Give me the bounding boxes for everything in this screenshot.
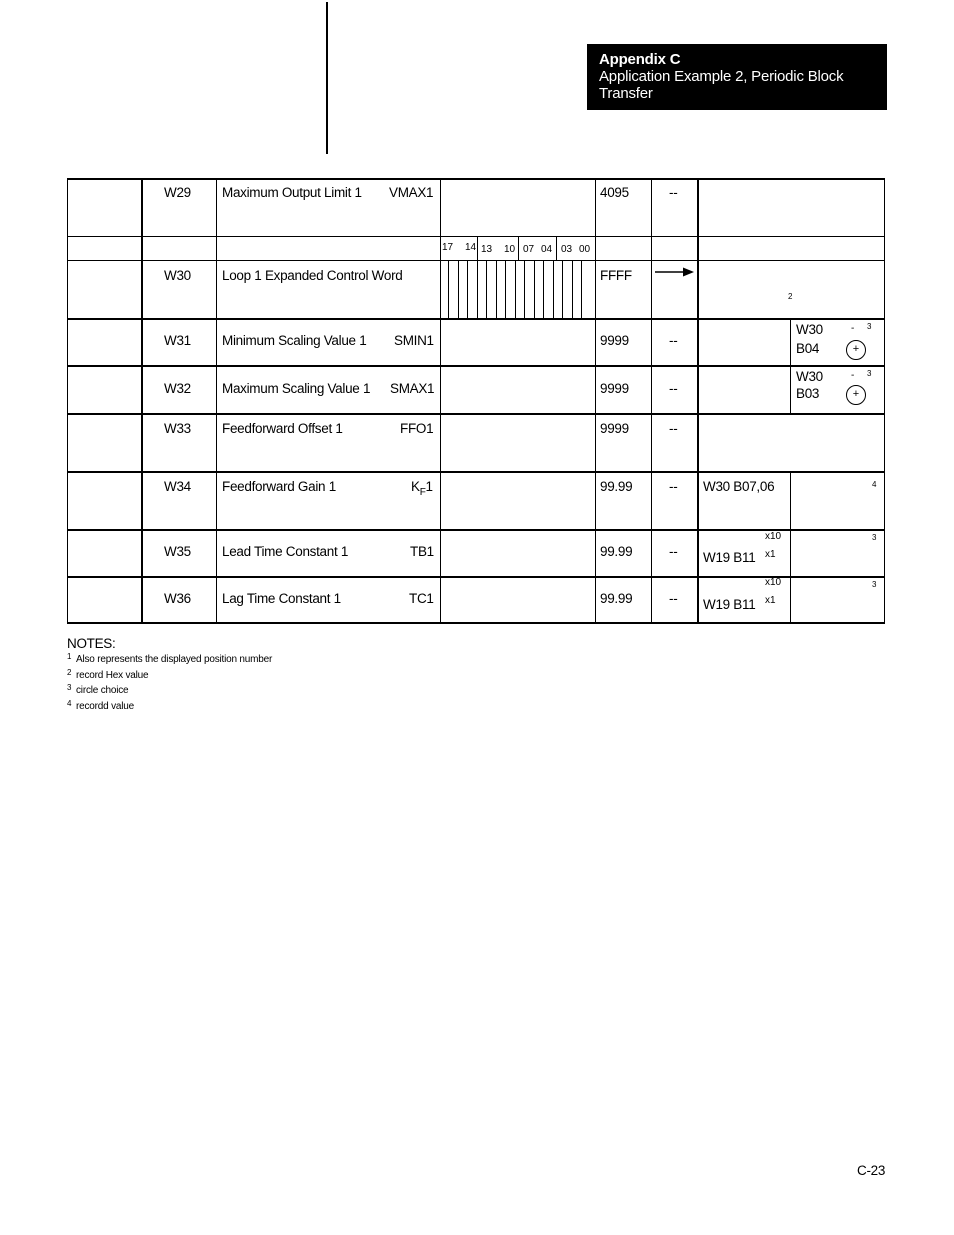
- appendix-subtitle-line2: Transfer: [599, 85, 653, 102]
- note-item: [67, 668, 272, 684]
- bit-group-divider: [556, 236, 557, 260]
- appendix-subtitle-line1: Application Example 2, Periodic Block: [599, 68, 844, 85]
- col-divider: [697, 178, 699, 624]
- bit-label-00: 00: [579, 244, 591, 255]
- mnemonic-w33: FFO1: [400, 421, 434, 436]
- bit-group-divider: [518, 236, 519, 260]
- table-bottom-border: [67, 622, 885, 624]
- word-w34: W34: [164, 479, 191, 494]
- desc-w32: Maximum Scaling Value 1: [222, 381, 371, 396]
- note-item: [67, 652, 272, 668]
- dash-w31: --: [669, 333, 678, 348]
- row-divider: [67, 365, 885, 367]
- mnemonic-w32: SMAX1: [390, 381, 435, 396]
- sign-minus-w32: -: [851, 370, 855, 381]
- mnemonic-w34-sub: F: [419, 487, 426, 498]
- col-divider: [440, 178, 441, 624]
- data-table: [67, 178, 885, 624]
- note-number: 3: [67, 683, 72, 692]
- bit-cell-line: [467, 260, 468, 318]
- bit-group-divider: [477, 236, 478, 260]
- footnote-3-w32: 3: [867, 369, 872, 378]
- desc-w34: Feedforward Gain 1: [222, 479, 336, 494]
- bit-cell-line: [534, 260, 535, 318]
- mnemonic-w36: TC1: [409, 591, 434, 606]
- footnote-4: 4: [872, 480, 877, 489]
- bit-cell-line: [543, 260, 544, 318]
- footnote-2: 2: [788, 292, 793, 301]
- word-w29: W29: [164, 185, 191, 200]
- note-text: circle choice: [76, 685, 129, 696]
- mult-x1-w36: x1: [765, 595, 776, 606]
- row-divider: [67, 413, 885, 415]
- note-text: Also represents the displayed position number: [76, 654, 273, 665]
- row-divider: [67, 260, 885, 261]
- bit-cell-line: [505, 260, 506, 318]
- mnemonic-w34-main: K: [411, 479, 420, 494]
- bit-cell-line: [524, 260, 525, 318]
- bit-label-10: 10: [504, 244, 516, 255]
- bit-cell-line: [496, 260, 497, 318]
- footnote-3-w36: 3: [872, 580, 877, 589]
- notes-section: [67, 636, 272, 714]
- desc-w30: Loop 1 Expanded Control Word: [222, 268, 403, 283]
- page-number: C-23: [857, 1163, 886, 1178]
- margin-rule: [326, 2, 328, 154]
- table-right-border: [884, 178, 885, 624]
- row-divider: [67, 576, 885, 578]
- word-w32: W32: [164, 381, 191, 396]
- bit-cell-line: [572, 260, 573, 318]
- row-divider: [67, 318, 885, 320]
- dash-w34: --: [669, 479, 678, 494]
- bit-cell-line: [477, 260, 478, 318]
- max-w31: 9999: [600, 333, 629, 348]
- ref-word-w31: W30: [796, 322, 823, 337]
- desc-w36: Lag Time Constant 1: [222, 591, 341, 606]
- bit-label-13: 13: [481, 244, 493, 255]
- desc-w29: Maximum Output Limit 1: [222, 185, 362, 200]
- word-w35: W35: [164, 544, 191, 559]
- mnemonic-w34: [411, 479, 433, 497]
- max-w36: 99.99: [600, 591, 633, 606]
- plus-circle-icon: +: [846, 340, 866, 360]
- row-divider: [67, 471, 885, 473]
- note-number: 4: [67, 698, 72, 708]
- bit-label-14: 14: [465, 242, 477, 253]
- ref-bit-w32: B03: [796, 386, 820, 401]
- note-item: [67, 699, 272, 715]
- table-top-border: [67, 178, 885, 180]
- col-divider: [141, 178, 143, 624]
- row-divider: [67, 236, 885, 237]
- note-text: recordd value: [76, 700, 134, 712]
- dash-w29: --: [669, 185, 678, 200]
- bit-cell-line: [553, 260, 554, 318]
- max-w30: FFFF: [600, 268, 632, 283]
- ref-w34: W30 B07,06: [703, 479, 775, 494]
- word-w31: W31: [164, 333, 191, 348]
- mnemonic-w31: SMIN1: [394, 333, 434, 348]
- mnemonic-w35: TB1: [410, 544, 434, 559]
- arrow-right-icon: [655, 266, 695, 278]
- bit-label-07: 07: [523, 244, 535, 255]
- max-w29: 4095: [600, 185, 629, 200]
- ref-word-w32: W30: [796, 369, 823, 384]
- word-w36: W36: [164, 591, 191, 606]
- ref-bit-w31: B04: [796, 341, 820, 356]
- word-w33: W33: [164, 421, 191, 436]
- bit-cell-line: [486, 260, 487, 318]
- desc-w33: Feedforward Offset 1: [222, 421, 343, 436]
- bit-cell-line: [458, 260, 459, 318]
- dash-w32: --: [669, 381, 678, 396]
- mnemonic-w34-tail: 1: [425, 479, 433, 494]
- bit-cell-line: [562, 260, 563, 318]
- bit-cell-line: [581, 260, 582, 318]
- word-w30: W30: [164, 268, 191, 283]
- mult-x10-w35: x10: [765, 531, 782, 542]
- row-divider: [67, 529, 885, 531]
- max-w34: 99.99: [600, 479, 633, 494]
- max-w35: 99.99: [600, 544, 633, 559]
- appendix-title: Appendix C: [599, 51, 681, 68]
- bit-label-04: 04: [541, 244, 553, 255]
- note-number: 1: [67, 652, 72, 661]
- dash-w33: --: [669, 421, 678, 436]
- note-number: 2: [67, 667, 72, 677]
- footnote-3-w31: 3: [867, 322, 872, 331]
- col-divider: [216, 178, 217, 624]
- bit-cell-line: [448, 260, 449, 318]
- col-divider: [67, 178, 68, 624]
- sign-col-divider: [790, 318, 791, 413]
- footnote-3-w35: 3: [872, 533, 877, 542]
- bit-cell-line: [515, 260, 516, 318]
- dash-w36: --: [669, 591, 678, 606]
- sign-minus-w31: -: [851, 323, 855, 334]
- mnemonic-w29: VMAX1: [389, 185, 434, 200]
- note-text: record Hex value: [76, 669, 149, 681]
- desc-w35: Lead Time Constant 1: [222, 544, 349, 559]
- plus-circle-icon: +: [846, 385, 866, 405]
- col-divider: [595, 178, 596, 624]
- max-w33: 9999: [600, 421, 629, 436]
- mult-x10-w36: x10: [765, 577, 782, 588]
- max-w32: 9999: [600, 381, 629, 396]
- sign-col-divider: [790, 471, 791, 624]
- desc-w31: Minimum Scaling Value 1: [222, 333, 367, 348]
- notes-title: NOTES:: [67, 636, 116, 651]
- bit-label-03: 03: [561, 244, 573, 255]
- ref-w36: W19 B11: [703, 597, 756, 612]
- mult-x1-w35: x1: [765, 549, 776, 560]
- dash-w35: --: [669, 544, 678, 559]
- note-item: [67, 683, 272, 699]
- header-box: [587, 44, 887, 110]
- col-divider: [651, 178, 652, 624]
- ref-w35: W19 B11: [703, 550, 756, 565]
- bit-label-17: 17: [442, 242, 454, 253]
